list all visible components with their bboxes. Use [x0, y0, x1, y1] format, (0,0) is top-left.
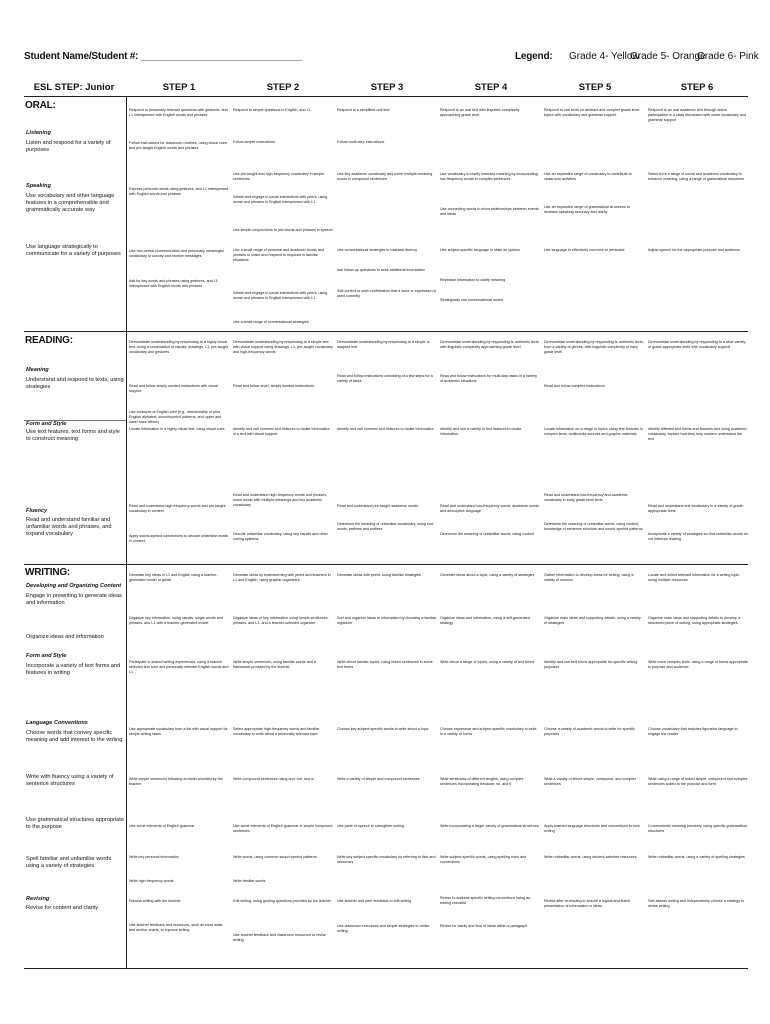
cell-r12-step-2: Use some elements of English grammar in simple compound sentences [233, 824, 333, 834]
cell-r9-step-6: Write more complex texts, using a range of forms appropriate to purpose and audience [648, 660, 748, 670]
revising-text: Revise for content and clarity [26, 905, 99, 911]
developing-subhead: Developing and Organizing Content [26, 583, 122, 589]
cell-r1b-step-1: Follow instructions for classroom routines, using visual cues and pre-taught English words and phrases [129, 141, 227, 151]
column-header-left: ESL STEP: Junior [33, 82, 115, 93]
cell-r6-step-5: Read and understand low-frequency and academic vocabulary in early grade-level texts [544, 493, 628, 503]
cell-r14-step-6: Self-assess writing and independently choose a strategy to revise writing [648, 899, 745, 909]
organize-text: Organize ideas and information [26, 634, 104, 640]
cell-r3b-step-3: Ask follow-up questions to seek additional information [337, 268, 425, 272]
cell-r2-step-5: Use an expanded range of vocabulary to contribute to classroom activities [544, 172, 632, 182]
cell-r5-step-6: Identify different text forms and features and using academic vocabulary, explain how they help readers understand the text [648, 427, 747, 442]
cell-r7-step-1: Generate key ideas in L1 and English using a teacher-generated model or guide [129, 573, 218, 583]
legend-label: Legend: [515, 51, 553, 62]
table-bottom-border [24, 968, 748, 969]
cell-r8-step-6: Organize main ideas and supporting details to develop a structured piece of writing, using appropriate strategies [648, 616, 741, 626]
cell-r3-step-1: Use non-verbal communication and personally meaningful vocabulary to convey and receive messages [129, 249, 224, 259]
cell-r14b-step-1: Use teacher feedback and resources, such as word walls and anchor charts, to improve writing [129, 923, 223, 933]
cell-r3-step-5: Use language to effectively convince or persuade [544, 248, 625, 252]
cell-r9-step-4: Write about a range of topics, using a variety of text forms [440, 660, 535, 664]
reading-formstyle-text: Use text features, text forms and style to construct meaning [26, 429, 120, 442]
cell-r14-step-1: Discuss writing with the teacher [129, 899, 181, 903]
column-header-step-4: STEP 4 [474, 82, 508, 93]
cell-r8-step-4: Organize ideas and information, using a self-generated strategy [440, 616, 530, 626]
reading-formstyle-subhead: Form and Style [26, 421, 67, 427]
cell-r4-step-2: Demonstrate understanding by responding to a simple text with visual support using drawings, L1, pre-taught vocabulary and high-frequency words [233, 340, 333, 355]
conventions-text: Choose words that convey specific meaning and add interest to the writing [26, 730, 123, 743]
section-reading-title: READING: [25, 335, 73, 346]
fluency-write-text: Write with fluency using a variety of sentence structures [26, 774, 114, 787]
cell-r1-step-5: Respond to oral texts on abstract and complex grade-level topics with vocabulary and grammar support [544, 108, 640, 118]
cell-r13-step-6: Write unfamiliar words, using a variety of spelling strategies [648, 855, 745, 859]
cell-r6-step-2: Read and understand high-frequency words and phrases, some words with multiple meanings and key academic vocabulary [233, 493, 328, 508]
oral-reading-divider [24, 331, 748, 332]
listening-text: Listen and respond for a variety of purposes [26, 140, 111, 153]
cell-r4b-step-4: Read and follow instructions for multi-step tasks in a variety of academic situations [440, 374, 537, 384]
cell-r13-step-1: Write key personal information [129, 855, 179, 859]
column-header-step-5: STEP 5 [578, 82, 612, 93]
cell-r12-step-3: Use parts of speech to strengthen writing [337, 824, 405, 828]
grammar-text: Use grammatical structures appropriate to the purpose [26, 817, 124, 830]
fluency-text: Read and understand familiar and unfamiliar words and phrases, and expand vocabulary [26, 517, 112, 537]
cell-r6b-step-6: Incorporate a variety of strategies so that unfamiliar words do not interrupt reading [648, 532, 748, 542]
cell-r1b-step-3: Follow multi-step instructions [337, 140, 385, 144]
cell-r14b-step-2: Use teacher feedback and classroom resources to revise writing [233, 933, 327, 943]
cell-r4-step-6: Demonstrate understanding by responding to a wide variety of grade-appropriate texts with vocabulary support [648, 340, 746, 350]
cell-r10-step-3: Choose key subject-specific words to write about a topic [337, 727, 429, 731]
writing-formstyle-subhead: Form and Style [26, 653, 67, 659]
cell-r12-step-6: Communicate meaning precisely, using specific grammatical structures [648, 824, 747, 834]
legend-grade-5: Grade 5- Orange [630, 51, 706, 62]
cell-r2c-step-2: Use simple conjunctions to join words and phrases in speech [233, 228, 333, 232]
column-header-step-1: STEP 1 [162, 82, 196, 93]
cell-r11-step-2: Write compound sentences using and, but, and or [233, 777, 315, 781]
strategic-text: Use language strategically to communicate for a variety of purposes [26, 244, 121, 257]
cell-r4-step-5: Demonstrate understanding by responding to authentic texts, from a variety of genres, with linguistic complexity of early grade level [544, 340, 644, 355]
cell-r10-step-6: Choose vocabulary that includes figurative language to engage the reader [648, 727, 738, 737]
cell-r1-step-3: Respond to a simplified oral text [337, 108, 390, 112]
cell-r14b-step-3: Use classroom resources and simple strategies to revise writing [337, 924, 430, 934]
cell-r11-step-1: Write simple sentences following a model provided by the teacher [129, 777, 223, 787]
cell-r13b-step-1: Write high frequency words [129, 879, 174, 883]
revising-subhead: Revising [26, 896, 50, 902]
cell-r4-step-1: Demonstrate understanding by responding to a highly visual text, using a combination of visuals, drawings, L1, pre-taught vocabulary and gestures [129, 340, 229, 355]
cell-r6b-step-1: Apply sound-symbol connections to decode unfamiliar words in context [129, 534, 229, 544]
cell-r1-step-1: Respond to personally relevant questions with gestures, and L1 interspersed with English words and phrases [129, 108, 228, 118]
meaning-subhead: Meaning [26, 367, 49, 373]
cell-r14-step-2: Edit writing, using guiding questions provided by the teacher [233, 899, 332, 903]
cell-r7-step-2: Generate ideas by brainstorming with peers and teachers in L1 and English, using graphic organizers [233, 573, 331, 583]
speaking-subhead: Speaking [26, 183, 51, 189]
cell-r2-step-2: Use pre-taught and high frequency vocabulary in simple sentences [233, 172, 325, 182]
section-oral-title: ORAL: [25, 100, 56, 111]
cell-r13-step-2: Write words, using common sound symbol patterns [233, 855, 317, 859]
cell-r3b-step-4: Rephrase information to clarify meaning [440, 278, 506, 282]
listening-subhead: Listening [26, 130, 51, 136]
cell-r6-step-3: Read and understand pre-taught academic words [337, 504, 418, 508]
cell-r1b-step-2: Follow simple instructions [233, 140, 276, 144]
legend-grade-4: Grade 4- Yellow [569, 51, 640, 62]
cell-r8-step-5: Organize main ideas and supporting details, using a variety of strategies [544, 616, 641, 626]
cell-r3d-step-2: Use a small range of conversational strategies [233, 320, 309, 324]
cell-r10-step-4: Choose expressive and subject-specific vocabulary to write in a variety of forms [440, 727, 537, 737]
column-header-step-3: STEP 3 [370, 82, 404, 93]
cell-r2-step-3: Use key academic vocabulary and some multiple-meaning words in compound sentences [337, 172, 433, 182]
cell-r3-step-4: Use subject-specific language to state an opinion [440, 248, 521, 252]
cell-r5-step-5: Locate information on a range of topics using text features in complex texts, multimedia sources and graphic materials [544, 427, 643, 437]
cell-r12-step-4: Write incorporating a larger variety of grammatical structures [440, 824, 539, 828]
cell-r5-step-1: Locate information in a highly visual text, using visual cues [129, 427, 225, 431]
cell-r2b-step-5: Use an expanded range of grammatical structures to increase speaking accuracy and clarity [544, 205, 630, 215]
cell-r9-step-1: Participate in shared writing experiences, using a teacher selected text form and personally relevant English words and L1 [129, 660, 229, 675]
cell-r4-step-3: Demonstrate understanding by responding to a simple or adapted text [337, 340, 430, 350]
cell-r4b-step-5: Read and follow complex instructions [544, 384, 605, 388]
cell-r3c-step-3: Self-correct or seek confirmation that a word or expression is used correctly [337, 289, 437, 299]
cell-r5-step-2: Identify and use common text features to locate information in a text with visual support [233, 427, 330, 437]
cell-r8-step-1: Organize key information, using visuals, single words and phrases, and L1 with a teacher-generated model [129, 616, 223, 626]
cell-r6b-step-5: Determine the meaning of unfamiliar words, using context, knowledge of sentence structure and sound-symbol patterns [544, 522, 643, 532]
cell-r4b-step-2: Read and follow short, simply worded instructions [233, 384, 314, 388]
cell-r7-step-6: Locate and select relevant information for a writing topic, using multiple resources [648, 573, 741, 583]
cell-r11-step-5: Write a variety of linked simple, compound, and complex sentences [544, 777, 637, 787]
cell-r3b-step-2: Initiate and engage in social interactions with peers, using words and phrases in English interspersed with L1 [233, 291, 328, 301]
cell-r13-step-4: Write subject-specific words, using spelling rules and conventions [440, 855, 527, 865]
cell-r4b-step-3: Read and follow instructions consisting of a few steps for a variety of tasks [337, 374, 433, 384]
cell-r12-step-1: Use some elements of English grammar [129, 824, 195, 828]
meaning-text: Understand and respond to texts, using strategies [26, 377, 124, 390]
cell-r3c-step-4: Strategically use conversational norms [440, 298, 504, 302]
fluency-subhead: Fluency [26, 508, 48, 514]
cell-r7-step-4: Generate ideas about a topic, using a variety of strategies [440, 573, 535, 577]
cell-r14-step-4: Revise to address specific writing conventions using an editing checklist [440, 896, 531, 906]
cell-r6b-step-2: Decode unfamiliar vocabulary, using key visuals and other cueing systems [233, 532, 328, 542]
cell-r2-step-6: Select from a range of social and academic vocabulary to enhance meaning, using a range of grammatical structures [648, 172, 745, 182]
cell-r3-step-6: Adjust speech for the appropriate purpose and audience [648, 248, 740, 252]
cell-r1-step-2: Respond to simple questions in English, and L1 [233, 108, 311, 112]
cell-r8-step-2: Organize ideas or key information using simple sentences, phrases, and L1, and a teacher-selected organizer [233, 616, 329, 626]
cell-r14-step-5: Revise after re-reading to ensure a logical and fluent presentation of information or ideas [544, 899, 630, 909]
cell-r11-step-6: Write using a range of linked simple, compound and complex sentences suited to the purpose and form [648, 777, 748, 787]
cell-r1-step-6: Respond to an oral academic text through active participation in a class discussion with some vocabulary and grammar support [648, 108, 747, 123]
cell-r5-step-3: Identify and use common text features to locate information [337, 427, 434, 431]
cell-r11-step-3: Write a variety of simple and compound sentences [337, 777, 420, 781]
cell-r13-step-5: Write unfamiliar words, using student-selected resources [544, 855, 637, 859]
cell-r6-step-4: Read and understand low-frequency words, academic words and descriptive language [440, 504, 540, 514]
legend-grade-6: Grade 6- Pink [697, 51, 759, 62]
cell-r13-step-3: Write key subject specific vocabulary by referring to lists and resources [337, 855, 436, 865]
cell-r11-step-4: Write sentences of different lengths, using complex sentences incorporating because, so, and if [440, 777, 524, 787]
cell-r10-step-5: Choose a variety of academic words to write for specific purposes [544, 727, 635, 737]
speaking-text: Use vocabulary and other language features in a comprehensible and grammatically accurate way [26, 193, 115, 213]
cell-r3b-step-1: Ask for key words and phrases using gestures, and L1 interspersed with English words and phrases [129, 279, 218, 289]
cell-r14-step-3: Use teacher and peer feedback to edit writing [337, 899, 412, 903]
cell-r6b-step-4: Determine the meaning of unfamiliar words, using context [440, 532, 535, 536]
cell-r13b-step-2: Write familiar words [233, 879, 266, 883]
cell-r14b-step-4: Revise for clarity and flow of ideas within a paragraph [440, 924, 528, 928]
cell-r5-step-4: Identify and use a variety of text features to locate information [440, 427, 522, 437]
column-header-step-6: STEP 6 [680, 82, 714, 93]
cell-r6-step-6: Read and understand text vocabulary in a variety of grade-appropriate texts [648, 504, 744, 514]
cell-r2b-step-2: Initiate and engage in social interactions with peers, using words and phrases in English interspersed with L1 [233, 195, 328, 205]
cell-r3-step-3: Use conversational strategies to maintain fluency [337, 248, 418, 252]
cell-r4c-step-1: Use concepts of English print (e.g., directionality of print, English alphabet, sound/symbol patterns, and upper and lower case letters) [129, 410, 222, 425]
cell-r6-step-1: Read and understand high frequency words and pre-taught vocabulary in context [129, 504, 226, 514]
cell-r8-step-3: Sort and organize ideas or information by choosing a familiar organizer [337, 616, 437, 626]
cell-r2b-step-4: Use connecting words to show relationships between events and ideas [440, 207, 539, 217]
left-column-divider [126, 96, 127, 969]
cell-r10-step-1: Use appropriate vocabulary from a list with visual support for simple writing tasks [129, 727, 228, 737]
cell-r12-step-5: Apply learned language structures and conventions to new writing [544, 824, 640, 834]
conventions-subhead: Language Conventions [26, 720, 88, 726]
writing-formstyle-text: Incorporate a variety of text forms and features in writing [26, 663, 121, 676]
header-divider [24, 96, 748, 97]
spell-text: Spell familiar and unfamiliar words using a variety of strategies [26, 856, 112, 869]
student-name-label: Student Name/Student #: ______________________________ [24, 51, 302, 62]
developing-text: Engage in prewriting to generate ideas and information [26, 593, 122, 606]
cell-r7-step-3: Generate ideas with peers, using familiar strategies [337, 573, 421, 577]
cell-r2-step-4: Use vocabulary to clarify intended meaning by incorporating low-frequency words in complex sentences [440, 172, 538, 182]
cell-r4b-step-1: Read and follow simply worded instructions with visual support [129, 384, 218, 394]
section-writing-title: WRITING: [25, 567, 71, 578]
cell-r4-step-4: Demonstrate understanding by responding to authentic texts with linguistic complexity approaching grade level [440, 340, 539, 350]
cell-r10-step-2: Select appropriate high-frequency words and familiar vocabulary to write about a personally relevant topic [233, 727, 320, 737]
cell-r6b-step-3: Determine the meaning of unfamiliar vocabulary, using root words, prefixes and suffixes [337, 522, 434, 532]
cell-r9-step-3: Write about familiar topics, using linked sentences in some text forms [337, 660, 433, 670]
cell-r3-step-2: Use a small range of personal and academic words and phrases to make and respond to requests in familiar situations [233, 248, 325, 263]
cell-r9-step-2: Write simple sentences, using familiar words and a framework provided by the teacher [233, 660, 316, 670]
cell-r1-step-4: Respond to an oral text with linguistic complexity approaching grade level [440, 108, 520, 118]
cell-r9-step-5: Identify and use text forms appropriate for specific writing purposes [544, 660, 638, 670]
column-header-step-2: STEP 2 [266, 82, 300, 93]
cell-r2-step-1: Express personal needs using gestures, and L1 interspersed with English words and phrases [129, 187, 229, 197]
cell-r7-step-5: Gather information to develop ideas for writing, using a variety of sources [544, 573, 634, 583]
reading-writing-divider [24, 564, 748, 565]
